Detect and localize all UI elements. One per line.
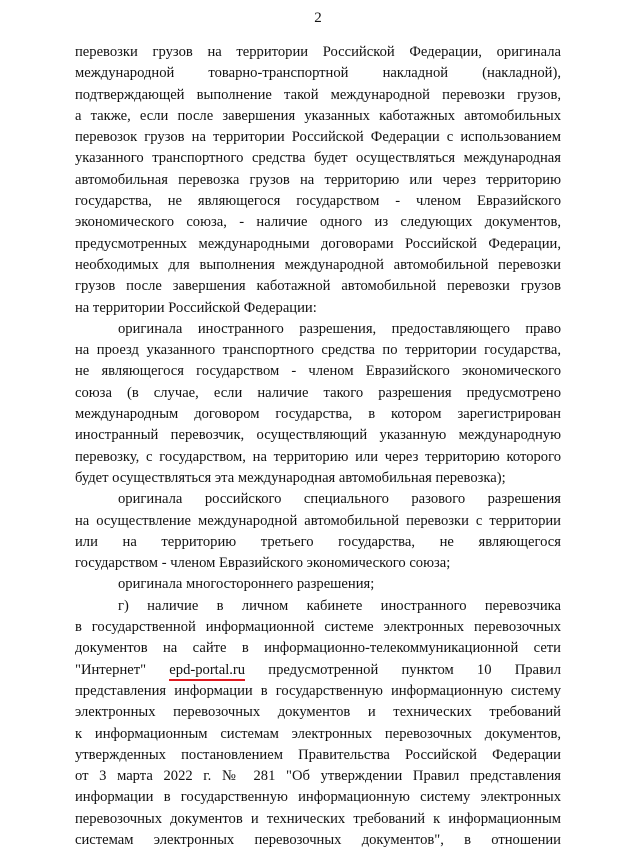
text-line: представления информации в государственную информационную систему [75, 682, 561, 699]
text-line: утвержденных постановлением Правительства Российской Федерации [75, 746, 561, 763]
text-line-with-link [75, 660, 561, 681]
text-line: а также, если после завершения указанных каботажных автомобильных [75, 107, 561, 124]
text-line: указанного транспортного средства будет осуществляться международная [75, 150, 561, 167]
text-line: государством - членом Евразийского экономического союза; [75, 555, 451, 572]
text-line: перевозок грузов на территории Российской Федерации с использованием [75, 129, 561, 146]
text-line: информации в государственную информационную систему электронных [75, 789, 561, 806]
text-line: на территории Российской Федерации: [75, 299, 317, 316]
text-line: оригинала многостороннего разрешения; [118, 576, 375, 593]
text-line: международным договором государства, в котором зарегистрирован [75, 406, 561, 423]
text-line: грузов после завершения каботажной автомобильной перевозки грузов [75, 278, 561, 295]
text-line: оригинала российского специального разового разрешения [118, 491, 561, 508]
text-line: подтверждающей выполнение такой международной перевозки грузов, [75, 86, 561, 103]
text-line: оригинала иностранного разрешения, предоставляющего право [118, 320, 561, 337]
page-number: 2 [314, 10, 322, 26]
text-line: перевозку, с государством, на территорию или через территорию которого [75, 448, 561, 465]
text-line: перевозки грузов на территории Российской Федерации, оригинала [75, 44, 561, 60]
text-line: от 3 марта 2022 г. № 281 "Об утверждении Правил представления [75, 768, 561, 785]
text-line: перевозочных документов и технических требований к информационным [75, 810, 561, 827]
text-line: на осуществление международной автомобильной перевозки с территории [75, 512, 561, 529]
text-line: международной товарно-транспортной накладной (накладной), [75, 65, 561, 82]
text-fragment: "Интернет" [75, 661, 147, 678]
text-line: в государственной информационной системе электронных перевозочных [75, 619, 561, 636]
text-line: предусмотренных международными договорами Российской Федерации, [75, 235, 561, 252]
text-line: системам электронных перевозочных документов", в отношении [75, 831, 561, 848]
text-line: электронных перевозочных документов и технических требований [75, 704, 561, 721]
epd-portal-link[interactable]: epd-portal.ru [169, 662, 245, 681]
text-line: г) наличие в личном кабинете иностранного перевозчика [118, 597, 561, 614]
text-line: экономического союза, - наличие одного из следующих документов, [75, 214, 561, 231]
text-line: не являющегося государством - членом Евразийского экономического [75, 363, 561, 380]
text-line: государства, не являющегося государством - членом Евразийского [75, 193, 561, 210]
text-line: или на территорию третьего государства, не являющегося [75, 533, 561, 550]
text-line: к информационным системам электронных перевозочных документов, [75, 725, 561, 742]
text-fragment: предусмотренной пунктом 10 Правил [268, 661, 561, 678]
text-line: на проезд указанного транспортного средства по территории государства, [75, 342, 561, 359]
text-line: автомобильная перевозка грузов на территорию или через территорию [75, 171, 561, 188]
text-line: необходимых для выполнения международной автомобильной перевозки [75, 256, 561, 273]
body-text [75, 42, 561, 851]
text-line: документов на сайте в информационно-телекоммуникационной сети [75, 640, 561, 657]
text-line: иностранный перевозчик, осуществляющий указанную международную [75, 427, 561, 444]
text-line: союза (в случае, если наличие такого разрешения предусмотрено [75, 384, 561, 401]
text-line: будет осуществляться эта международная автомобильная перевозка); [75, 469, 506, 486]
